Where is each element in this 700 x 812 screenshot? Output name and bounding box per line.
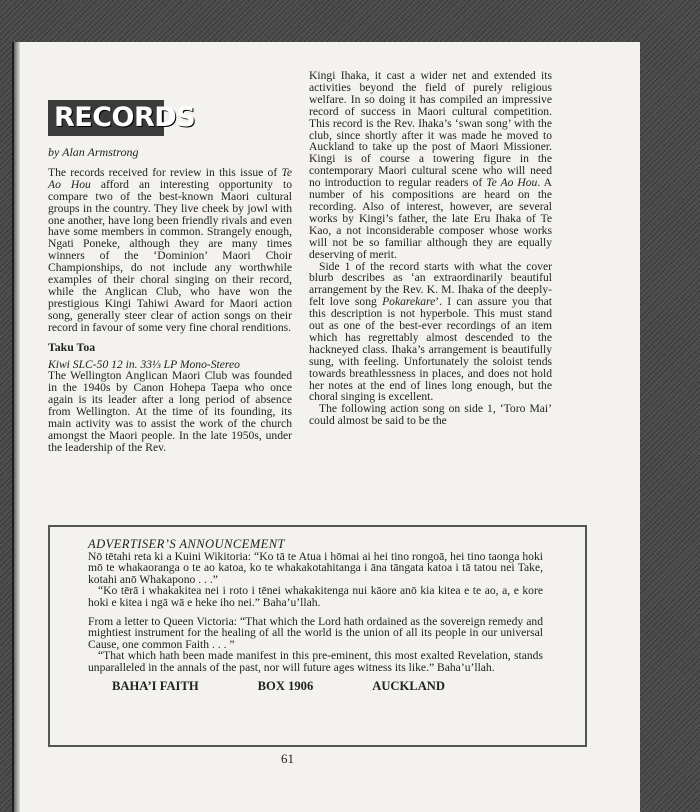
advert-english-text-1: From a letter to Queen Victoria: “That which the Lord hath ordained as the sovereign remedy and mightiest instrument for the healing of all the world is the union of all its people in our universal Cause, one common Faith . . . ” — [88, 614, 543, 651]
advert-footer — [112, 678, 445, 693]
advert-english-text-2: “That which hath been made manifest in this pre-eminent, this most exalted Revelation, stands unparalleled in the annals of the past, nor will future ages witness its like.” Baha’u’llah. — [88, 649, 543, 674]
article-right-column — [309, 70, 552, 427]
advert-city: AUCKLAND — [372, 678, 445, 693]
page-number: 61 — [281, 751, 294, 766]
advertisement-box — [48, 525, 587, 747]
right-paragraph-3: The following action song on side 1, ‘Toro Mai’ could almost be said to be the — [309, 402, 552, 428]
right-paragraph-2: Side 1 of the record starts with what the cover blurb describes as ‘an extraordinarily beautiful arrangement by the Rev. K. M. Ihaka of the deeply-felt love song Pokarekare’. I can assure you that this description is not hyperbole. This must stand out as one of the best-ever recordings of an item which has regrettably almost descended to the hackneyed class. Ihaka’s arrangement is beautifully sung, with feeling. Unfortunately the soloist tends towards breathlessness in places, and does not hold her notes at the end of lines long enough, but the choral singing is excellent. — [309, 259, 552, 404]
record-title: Taku Toa — [48, 339, 96, 354]
record-catalog-line: Kiwi SLC-50 12 in. 33⅓ LP Mono-Stereo — [48, 357, 240, 371]
magazine-page — [14, 42, 640, 812]
byline: by Alan Armstrong — [48, 145, 139, 159]
right-paragraph-1: Kingi Ihaka, it cast a wider net and extended its activities beyond the field of purely religious welfare. In so doing it has compiled an impressive record of success in Maori cultural competition. This record is the Rev. Ihaka’s ‘swan song’ with the club, since shortly after it was made he moved to Auckland to take up the post of Maori Missioner. Kingi is of course a towering figure in the contemporary Maori cultural scene who will need no introduction to regular readers of Te Ao Hou. A number of his compositions are heard on the recording. Also of interest, however, are several works by Kingi’s father, the late Eru Ihaka of Te Kao, a not inconsiderable composer whose works will not be so familiar although they are equally deserving of merit. — [309, 69, 552, 261]
section-banner: RECORDS — [48, 100, 164, 136]
advert-maori-text-1: Nō tētahi reta ki a Kuini Wikitoria: “Ko tā te Atua i hōmai ai hei tino rongoā, hei tino taonga hoki mō te whakaoranga o te ao katoa, ko te whakakotahitanga i āna tāngata katoa i tā tatou nei Take, kotahi anō Whakapono . . .” — [88, 549, 543, 586]
advert-org: BAHA’I FAITH — [112, 678, 199, 693]
advert-maori-text-2: “Ko tērā i whakakitea nei i roto i tēnei whakakitenga nui kāore anō kia kitea e te ao, a, e kore hoki e kitea i ngā wā e heke iho nei.” Baha’u’llah. — [88, 584, 543, 609]
advert-box-number: BOX 1906 — [257, 678, 314, 693]
article-left-column — [48, 100, 292, 454]
page-spine-shadow — [14, 42, 20, 812]
left-body-paragraph: The Wellington Anglican Maori Club was founded in the 1940s by Canon Hohepa Taepa who once again is its leader after a long period of absence from Wellington. At the time of its founding, its main activity was to assist the work of the church amongst the Maori people. In the late 1950s, under the leadership of the Rev. — [48, 369, 292, 454]
intro-paragraph: The records received for review in this issue of Te Ao Hou afford an interesting opportunity to compare two of the best-known Maori cultural groups in the country. They live cheek by jowl with one another, have long been friendly rivals and even have some members in common. Strangely enough, Ngati Poneke, although they are many times winners of the ‘Dominion’ Maori Choir Championships, do not include any worthwhile examples of their choral singing on their record, while the Anglican Club, who have won the prestigious Kingi Tahiwi Award for Maori action song, generally steer clear of action songs on their record in favour of some very fine choral renditions. — [48, 165, 293, 334]
advert-heading: ADVERTISER’S ANNOUNCEMENT — [88, 537, 285, 551]
